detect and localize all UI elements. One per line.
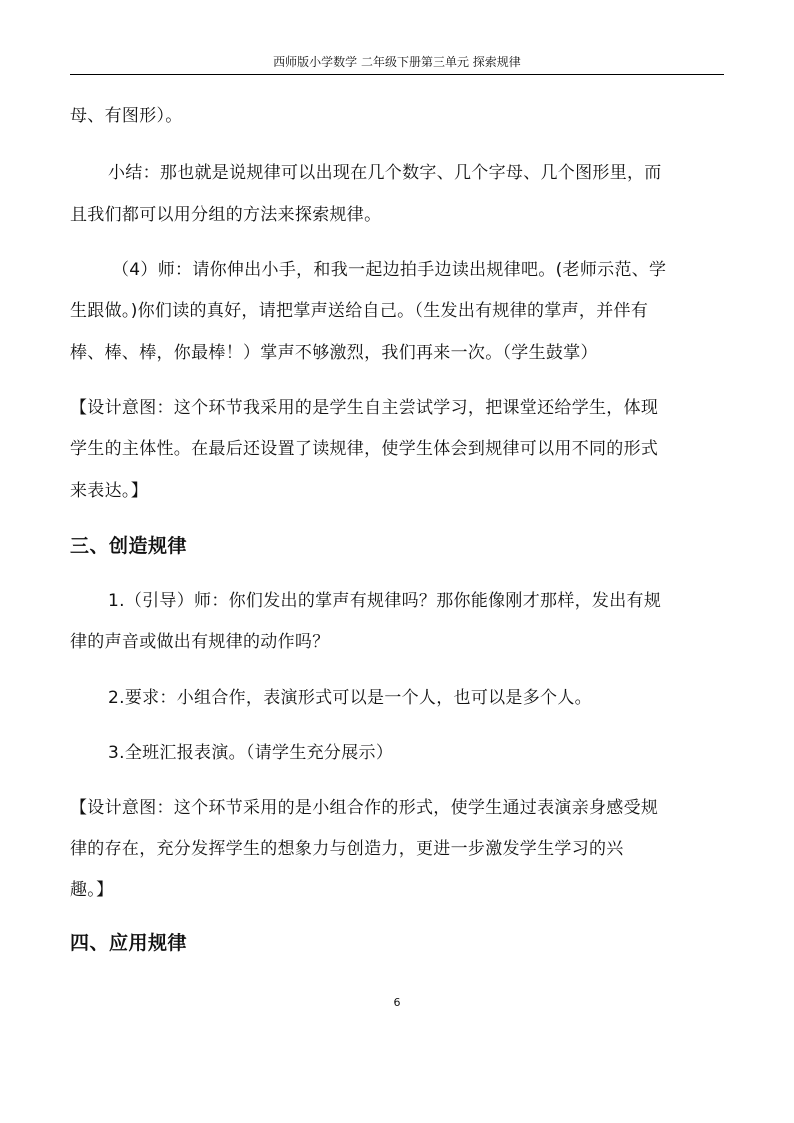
section-heading-create-pattern: 三、创造规律	[70, 535, 188, 557]
page-header-title: 西师版小学数学 二年级下册第三单元 探索规律	[273, 55, 521, 69]
teacher-activity-line: （4）师：请你伸出小手，和我一起边拍手边读出规律吧。(老师示范、学	[112, 260, 667, 280]
design-intent-line: 趣。】	[70, 880, 114, 900]
summary-line: 且我们都可以用分组的方法来探索规律。	[70, 205, 382, 225]
design-intent-line: 律的存在，充分发挥学生的想象力与创造力，更进一步激发学生学习的兴	[70, 839, 624, 859]
step-line: 律的声音或做出有规律的动作吗？	[70, 632, 330, 652]
teacher-activity-line: 生跟做。)你们读的真好，请把掌声送给自己。（生发出有规律的掌声，并伴有	[70, 301, 649, 321]
design-intent-line: 【设计意图：这个环节我采用的是学生自主尝试学习，把课堂还给学生，体现	[70, 398, 659, 418]
step-line: 1.（引导）师：你们发出的掌声有规律吗？那你能像刚才那样，发出有规	[108, 591, 662, 611]
teacher-activity-line: 棒、棒、棒，你最棒！）掌声不够激烈，我们再来一次。（学生鼓掌）	[70, 343, 598, 363]
summary-line: 小结：那也就是说规律可以出现在几个数字、几个字母、几个图形里，而	[108, 163, 662, 183]
design-intent-line: 【设计意图：这个环节采用的是小组合作的形式，使学生通过表演亲身感受规	[70, 798, 659, 818]
header-divider	[70, 74, 724, 75]
design-intent-line: 来表达。】	[70, 481, 148, 501]
section-heading-apply-pattern: 四、应用规律	[70, 932, 188, 954]
paragraph-line: 母、有图形）。	[70, 106, 183, 126]
step-line: 3.全班汇报表演。（请学生充分展示）	[108, 743, 394, 763]
page-number: 6	[393, 996, 401, 1009]
design-intent-line: 学生的主体性。在最后还设置了读规律，使学生体会到规律可以用不同的形式	[70, 439, 659, 459]
step-line: 2.要求：小组合作，表演形式可以是一个人，也可以是多个人。	[108, 688, 592, 708]
